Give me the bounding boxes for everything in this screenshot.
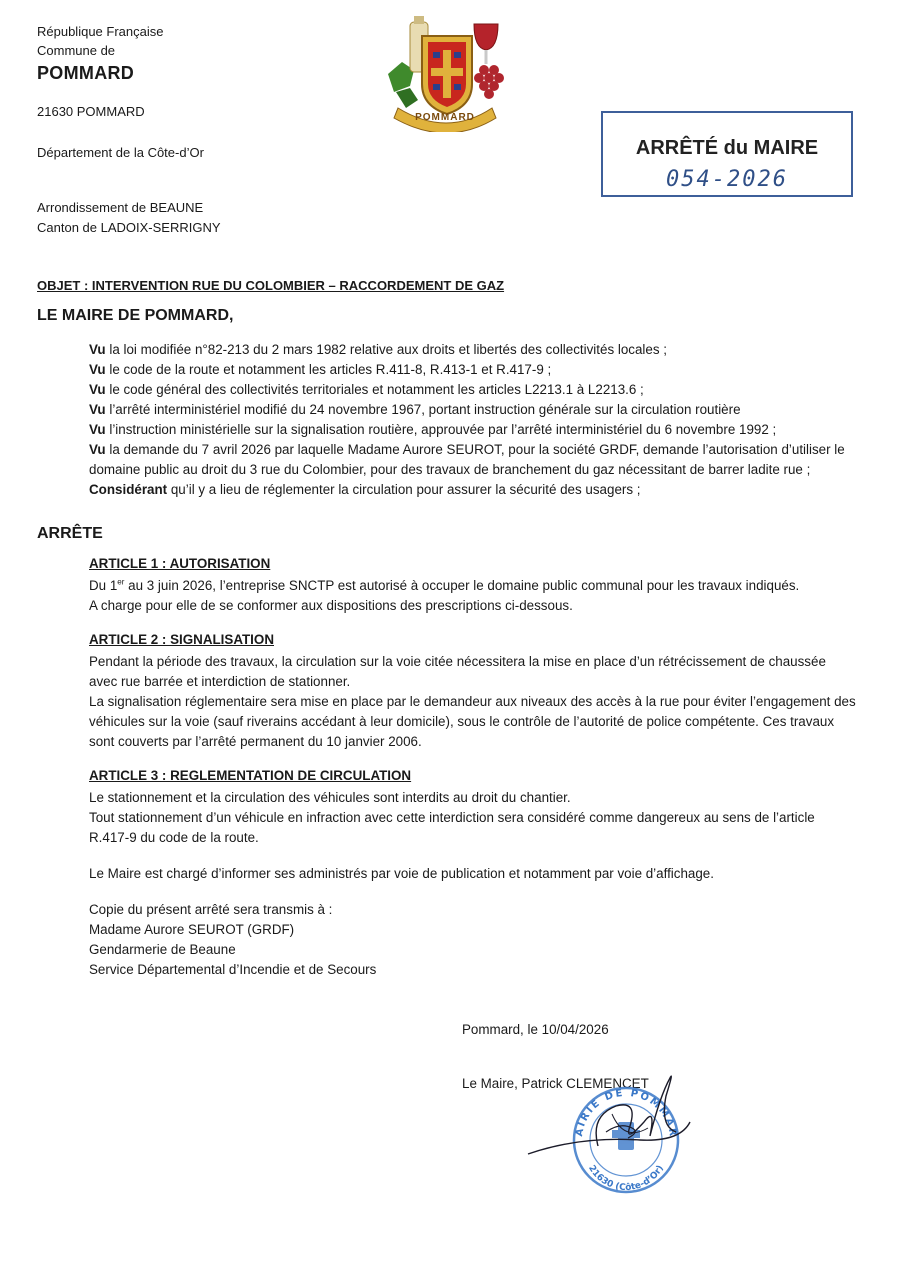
- copies-block: [89, 900, 589, 980]
- commune-de: Commune de: [37, 43, 116, 58]
- vu-item: Vu le code général des collectivités territoriales et notamment les articles L2213.1 à L2213.6 ;: [89, 382, 644, 397]
- vu-item: Vu la demande du 7 avril 2026 par laquelle Madame Aurore SEUROT, pour la société GRDF, demande l’autorisation d’utiliser le domaine public au droit du 3 rue du Colombier, pour des travaux de branchement du gaz nécessitant de barrer ladite rue ;: [89, 442, 845, 477]
- commune-name: POMMARD: [37, 63, 135, 83]
- vus-list: [89, 340, 859, 500]
- article-3-body: Le stationnement et la circulation des véhicules sont interdits au droit du chantier. Tout stationnement d’un véhicule en infraction avec cette interdiction sera considéré comme dangereux au sens de l’article R.417-9 du code de la route.: [89, 790, 815, 845]
- departement: Département de la Côte-d’Or: [37, 145, 204, 160]
- article-3-title: ARTICLE 3 : REGLEMENTATION DE CIRCULATION: [89, 768, 412, 783]
- coat-of-arms-logo: [380, 14, 510, 132]
- vu-item: Vu l’arrêté interministériel modifié du 24 novembre 1967, portant instruction générale sur la circulation routière: [89, 402, 741, 417]
- objet-line: OBJET : INTERVENTION RUE DU COLOMBIER – RACCORDEMENT DE GAZ: [37, 278, 505, 293]
- handwritten-signature: [520, 1066, 700, 1166]
- arrondissement: Arrondissement de BEAUNE: [37, 200, 204, 215]
- republique: République Française: [37, 24, 164, 39]
- stamp-top-text: AIRIE DE POMMAR: [573, 1087, 679, 1139]
- postal-address: 21630 POMMARD: [37, 104, 145, 119]
- canton: Canton de LADOIX-SERRIGNY: [37, 220, 221, 235]
- vu-item: Vu l’instruction ministérielle sur la signalisation routière, approuvée par l’arrêté interministériel du 6 novembre 1992 ;: [89, 422, 777, 437]
- arrete-title: ARRÊTÉ du MAIRE: [635, 137, 819, 159]
- vu-item: Vu le code de la route et notamment les articles R.411-8, R.413-1 et R.417-9 ;: [89, 362, 552, 377]
- signer: Le Maire, Patrick CLEMENCET: [462, 1076, 649, 1091]
- vu-item: Vu la loi modifiée n°82-213 du 2 mars 1982 relative aux droits et libertés des collectivités locales ;: [89, 342, 667, 357]
- arrete-box: [601, 111, 853, 197]
- copy-recipient: Madame Aurore SEUROT (GRDF): [89, 922, 295, 937]
- information-line: Le Maire est chargé d’informer ses administrés par voie de publication et notamment par voie d’affichage.: [89, 866, 714, 881]
- stamp-bottom-text: 21630 (Côte-d’Or): [586, 1163, 666, 1194]
- copy-recipient: Gendarmerie de Beaune: [89, 942, 236, 957]
- article-1-title: ARTICLE 1 : AUTORISATION: [89, 556, 271, 571]
- arrete-number: 054-2026: [666, 167, 788, 192]
- article-1-body: Du 1er au 3 juin 2026, l’entreprise SNCTP est autorisé à occuper le domaine public communal pour les travaux indiqués. A charge pour elle de se conformer aux dispositions des prescriptions ci-dessous.: [89, 577, 800, 613]
- place-date: Pommard, le 10/04/2026: [462, 1022, 609, 1037]
- logo-label: POMMARD: [415, 112, 475, 123]
- copy-recipient: Service Départemental d’Incendie et de Secours: [89, 962, 377, 977]
- considerant-item: Considérant qu’il y a lieu de réglementer la circulation pour assurer la sécurité des usagers ;: [89, 482, 641, 497]
- arrete-heading: ARRÊTE: [37, 525, 103, 542]
- svg-text:21630 (Côte-d’Or): [586, 1164, 666, 1193]
- article-2-body: Pendant la période des travaux, la circulation sur la voie citée nécessitera la mise en place d’un rétrécissement de chaussée avec rue barrée et interdiction de stationner. La signalisation réglementaire sera mise en place par le demandeur aux niveaux des accès à la rue pour éviter l’engagement des véhicules sur la voie (sauf riverains accédant à leur domicile), sous le contrôle de l’autorité de police compétente. Ces travaux sont couverts par l’arrêté permanent du 10 janvier 2006.: [89, 654, 856, 749]
- maire-title: LE MAIRE DE POMMARD,: [37, 307, 234, 324]
- copies-intro: Copie du présent arrêté sera transmis à :: [89, 902, 333, 917]
- article-2-title: ARTICLE 2 : SIGNALISATION: [89, 632, 274, 647]
